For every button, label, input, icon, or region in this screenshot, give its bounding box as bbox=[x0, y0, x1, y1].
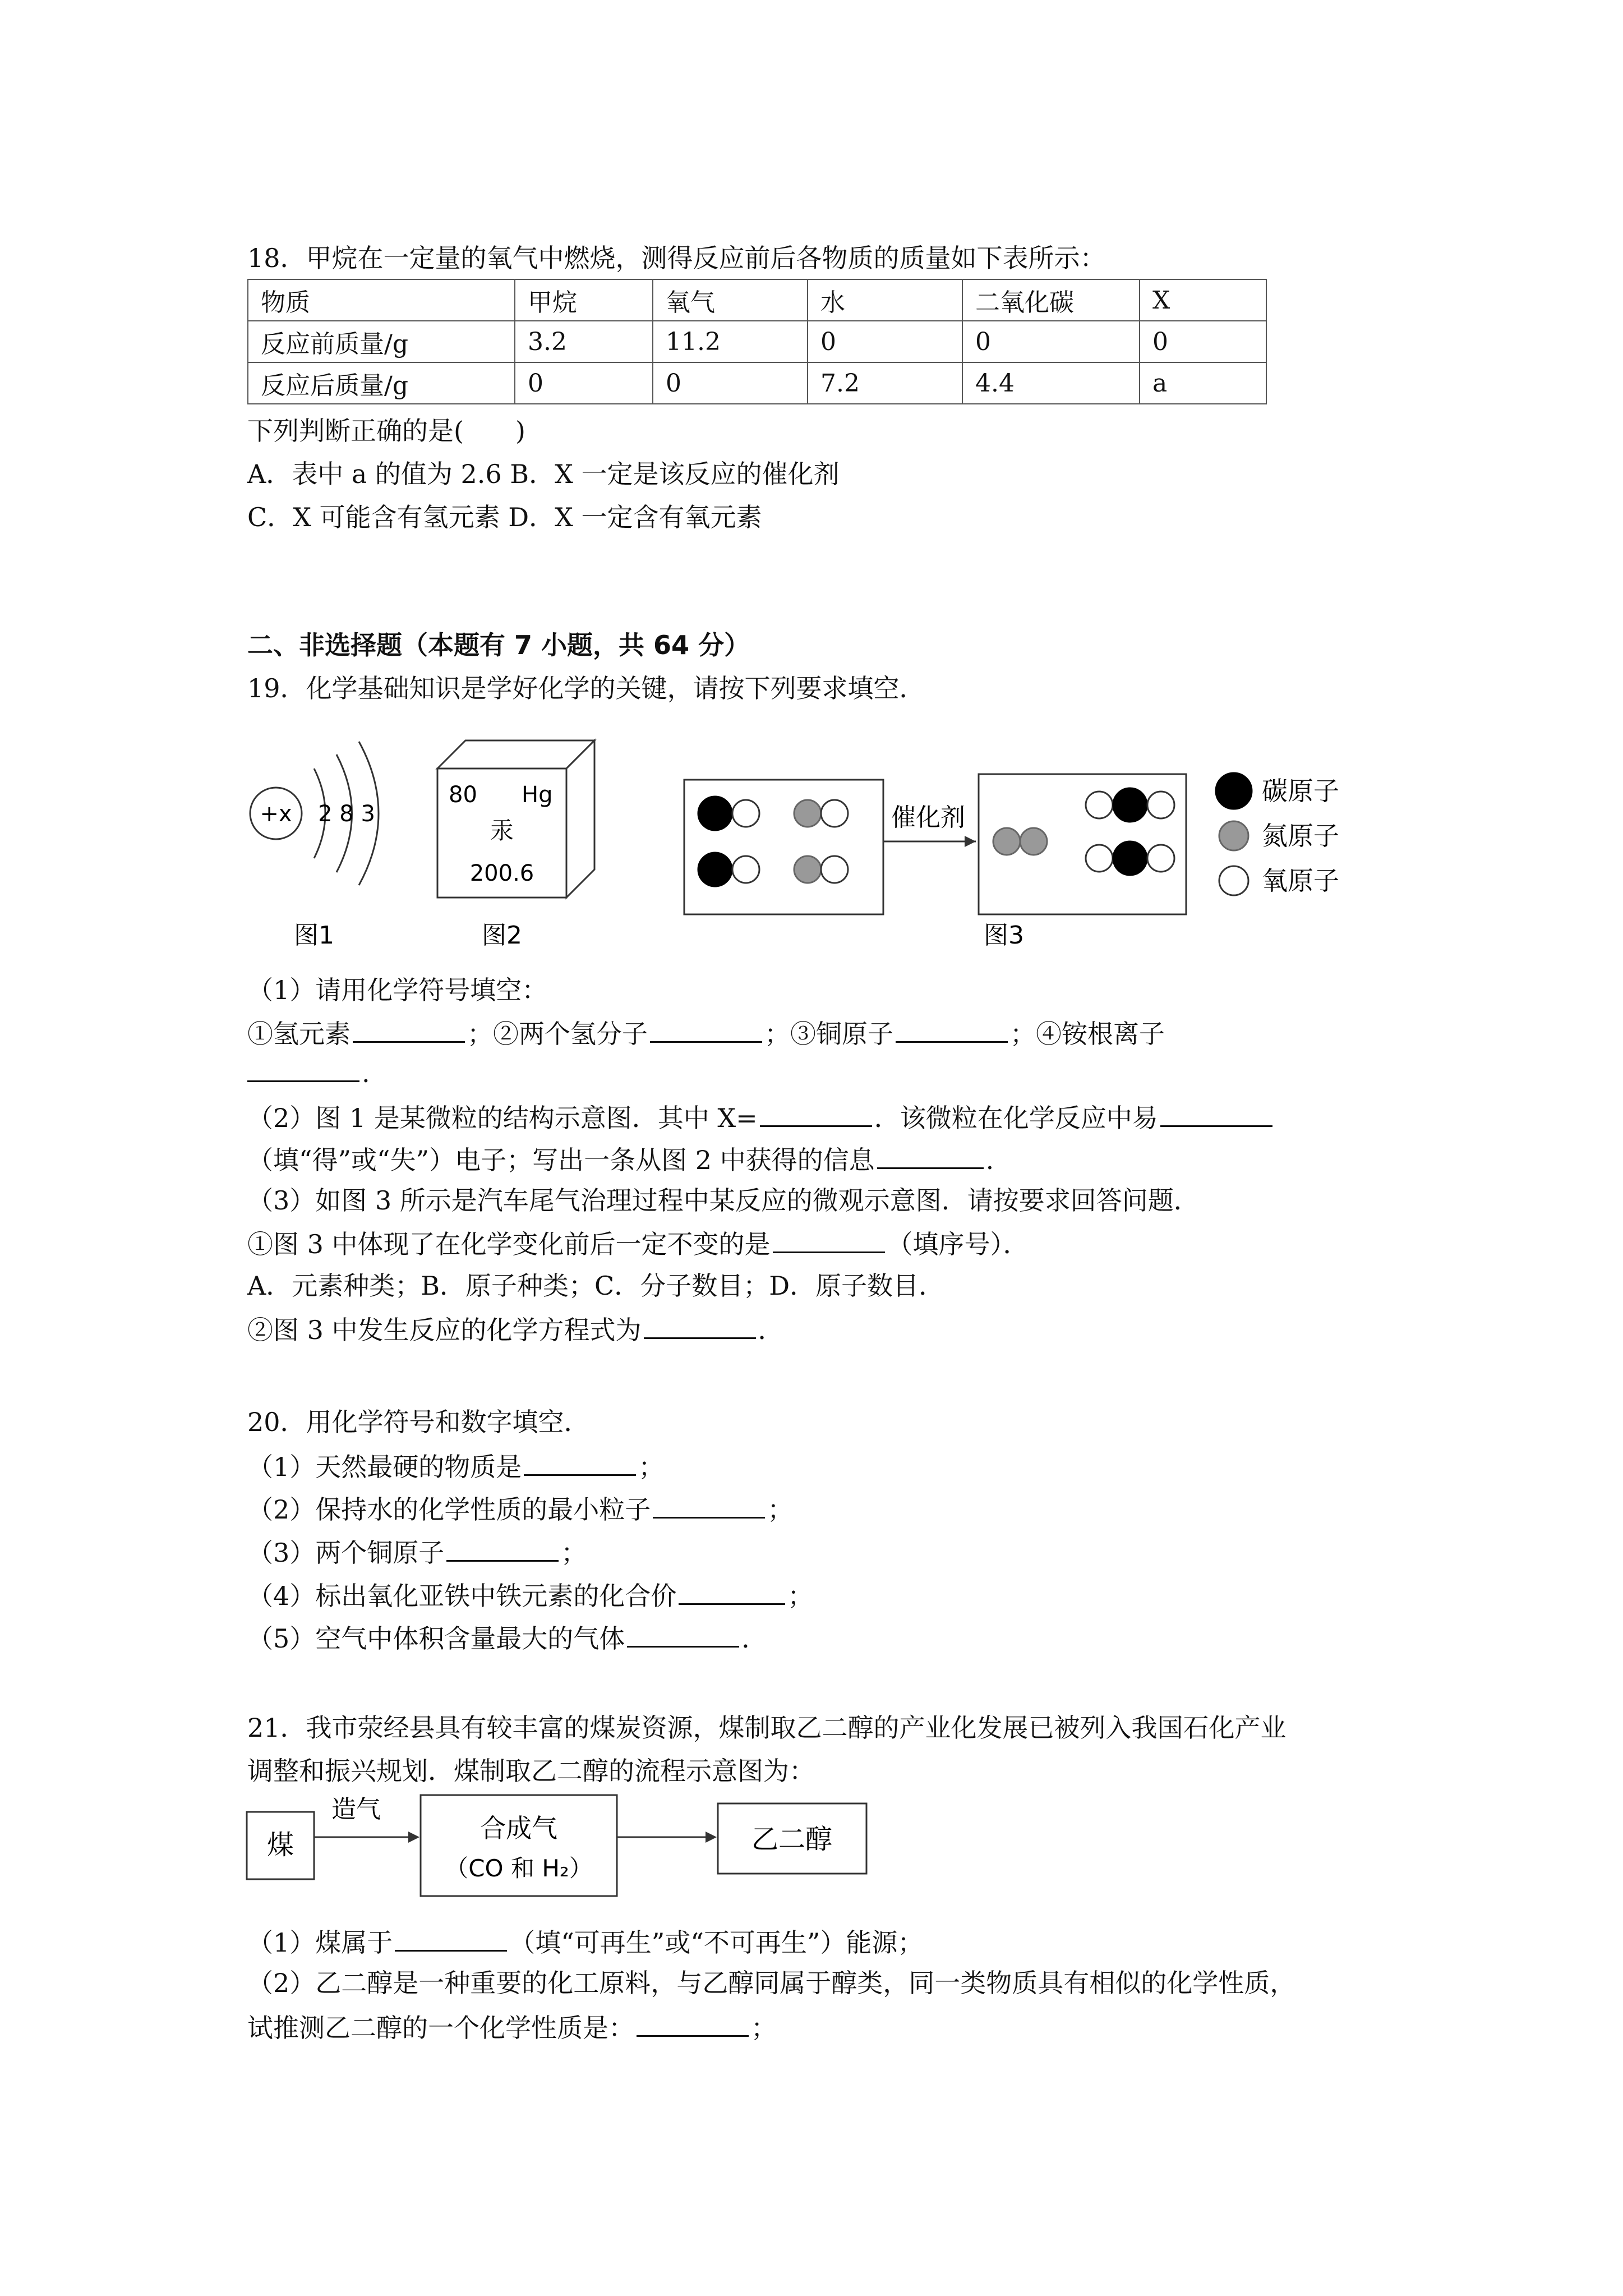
legend-carbon-label: 碳原子 bbox=[1262, 776, 1339, 806]
q20-stem: 20．用化学符号和数字填空． bbox=[247, 1407, 590, 1437]
oxygen-atom bbox=[821, 856, 848, 883]
text: （5）空气中体积含量最大的气体 bbox=[247, 1623, 625, 1654]
text: . bbox=[362, 1058, 370, 1088]
element-symbol: Hg bbox=[522, 782, 553, 808]
answer-blank[interactable] bbox=[877, 1142, 984, 1169]
answer-blank[interactable] bbox=[524, 1448, 636, 1476]
syngas-composition: （CO 和 H₂） bbox=[445, 1855, 593, 1882]
gasify-label: 造气 bbox=[331, 1795, 381, 1824]
text: ；③铜原子 bbox=[764, 1019, 893, 1049]
q19-part3-q1 bbox=[247, 1226, 1029, 1261]
text: ； bbox=[751, 2013, 777, 2043]
legend-carbon-marker bbox=[1216, 773, 1252, 809]
answer-blank[interactable] bbox=[1160, 1099, 1272, 1127]
q21-stem-line2: 调整和振兴规划．煤制取乙二醇的流程示意图为： bbox=[247, 1756, 815, 1786]
table-cell: 4.4 bbox=[962, 362, 1140, 404]
q19-part1-line bbox=[247, 1015, 1165, 1051]
oxygen-atom bbox=[1147, 792, 1174, 818]
oxygen-atom bbox=[1086, 845, 1113, 872]
mass-table bbox=[247, 279, 1267, 404]
element-name: 汞 bbox=[490, 817, 514, 844]
text: ；④铵根离子 bbox=[1010, 1019, 1165, 1049]
table-cell: 11.2 bbox=[653, 321, 808, 362]
answer-blank[interactable] bbox=[679, 1577, 785, 1605]
text: ．该微粒在化学反应中易 bbox=[874, 1103, 1158, 1133]
table-row bbox=[248, 321, 1266, 362]
table-row bbox=[248, 362, 1266, 404]
nitrogen-atom bbox=[1020, 828, 1047, 855]
q19-part3-options: A．元素种类；B．原子种类；C．分子数目；D．原子数目． bbox=[247, 1271, 945, 1301]
text: （3）两个铜原子 bbox=[247, 1538, 445, 1568]
text: （4）标出氧化亚铁中铁元素的化合价 bbox=[247, 1581, 677, 1611]
text: 试推测乙二醇的一个化学性质是： bbox=[247, 2013, 634, 2043]
table-cell: 0 bbox=[515, 362, 653, 404]
table-header-row bbox=[248, 279, 1266, 321]
answer-blank[interactable] bbox=[247, 1055, 359, 1082]
q19-part3-title: （3）如图 3 所示是汽车尾气治理过程中某反应的微观示意图．请按要求回答问题． bbox=[247, 1185, 1200, 1216]
figure-3-caption: 图3 bbox=[984, 921, 1024, 950]
text: ． bbox=[741, 1623, 768, 1654]
text: . bbox=[985, 1145, 994, 1175]
table-cell: 氧气 bbox=[653, 279, 808, 321]
answer-blank[interactable] bbox=[637, 2009, 749, 2037]
figure-1-caption: 图1 bbox=[294, 921, 334, 950]
answer-blank[interactable] bbox=[446, 1534, 559, 1562]
q19-part2-line2 bbox=[247, 1142, 994, 1177]
table-cell: 7.2 bbox=[808, 362, 962, 404]
arrowhead bbox=[706, 1832, 717, 1843]
figure-1-atom-structure bbox=[241, 729, 404, 954]
table-cell: a bbox=[1140, 362, 1266, 404]
table-cell: 甲烷 bbox=[515, 279, 653, 321]
figure-2-caption: 图2 bbox=[482, 921, 522, 950]
answer-blank[interactable] bbox=[760, 1099, 872, 1127]
text: ； bbox=[561, 1538, 587, 1568]
table-cell: X bbox=[1140, 279, 1266, 321]
atomic-mass: 200.6 bbox=[469, 861, 534, 886]
figure-3-reaction-diagram bbox=[673, 763, 1391, 954]
table-cell: 3.2 bbox=[515, 321, 653, 362]
text: ；②两个氢分子 bbox=[467, 1019, 648, 1049]
text: ①图 3 中体现了在化学变化前后一定不变的是 bbox=[247, 1229, 771, 1259]
legend-oxygen-marker bbox=[1219, 866, 1248, 895]
text: ； bbox=[787, 1581, 814, 1611]
text: ． bbox=[758, 1315, 784, 1345]
answer-blank[interactable] bbox=[644, 1312, 756, 1339]
table-cell: 反应后质量/g bbox=[248, 362, 515, 404]
text: （填“得”或“失”）电子；写出一条从图 2 中获得的信息 bbox=[247, 1145, 875, 1175]
nucleus-label: +x bbox=[260, 801, 292, 827]
q18-options-ab: A．表中 a 的值为 2.6 B．X 一定是该反应的催化剂 bbox=[247, 459, 840, 489]
flow-diagram bbox=[241, 1789, 914, 1902]
table-cell: 0 bbox=[808, 321, 962, 362]
table-cell: 物质 bbox=[248, 279, 515, 321]
text: （2）图 1 是某微粒的结构示意图．其中 X= bbox=[247, 1103, 758, 1133]
q21-part1 bbox=[247, 1924, 923, 1959]
carbon-atom bbox=[1113, 841, 1147, 875]
answer-blank[interactable] bbox=[773, 1226, 885, 1253]
text: （2）保持水的化学性质的最小粒子 bbox=[247, 1494, 651, 1525]
q19-part1-line-end bbox=[247, 1055, 370, 1090]
text: （1）天然最硬的物质是 bbox=[247, 1452, 522, 1482]
oxygen-atom bbox=[1147, 845, 1174, 872]
text: ②图 3 中发生反应的化学方程式为 bbox=[247, 1315, 642, 1345]
q18-stem: 18．甲烷在一定量的氧气中燃烧，测得反应前后各物质的质量如下表所示： bbox=[247, 243, 1106, 273]
oxygen-atom bbox=[732, 856, 759, 883]
q19-part1-title: （1）请用化学符号填空： bbox=[247, 975, 548, 1005]
table-cell: 反应前质量/g bbox=[248, 321, 515, 362]
text: （1）煤属于 bbox=[247, 1927, 393, 1958]
q20-item-4 bbox=[247, 1577, 813, 1613]
q20-item-5 bbox=[247, 1620, 767, 1655]
legend-oxygen-label: 氧原子 bbox=[1262, 866, 1339, 896]
answer-blank[interactable] bbox=[653, 1491, 765, 1519]
arrowhead bbox=[965, 836, 976, 847]
answer-blank[interactable] bbox=[650, 1015, 762, 1043]
text: ①氢元素 bbox=[247, 1019, 351, 1049]
catalyst-label: 催化剂 bbox=[891, 803, 965, 832]
q18-options-cd: C．X 可能含有氢元素 D．X 一定含有氧元素 bbox=[247, 502, 762, 532]
table-cell: 0 bbox=[653, 362, 808, 404]
q21-part2-line2 bbox=[247, 2009, 777, 2045]
q19-part2-line1 bbox=[247, 1099, 1275, 1135]
q20-item-2 bbox=[247, 1491, 793, 1526]
nitrogen-atom bbox=[794, 856, 821, 883]
carbon-atom bbox=[698, 797, 732, 830]
legend-nitrogen-marker bbox=[1219, 821, 1248, 850]
oxygen-atom bbox=[821, 800, 848, 827]
section-title: 二、非选择题（本题有 7 小题，共 64 分） bbox=[247, 630, 750, 660]
carbon-atom bbox=[698, 853, 732, 886]
q20-item-1 bbox=[247, 1448, 664, 1484]
text: （填序号）． bbox=[887, 1229, 1029, 1259]
atomic-number: 80 bbox=[449, 782, 477, 808]
q19-part3-q2 bbox=[247, 1312, 784, 1347]
answer-blank[interactable] bbox=[896, 1015, 1008, 1043]
q21-stem-line1: 21．我市荥经县具有较丰富的煤炭资源，煤制取乙二醇的产业化发展已被列入我国石化产业 bbox=[247, 1713, 1287, 1743]
legend-nitrogen-label: 氮原子 bbox=[1262, 821, 1339, 851]
table-cell: 0 bbox=[962, 321, 1140, 362]
figure-2-element-cell bbox=[426, 729, 606, 954]
q21-part2-line1: （2）乙二醇是一种重要的化工原料，与乙醇同属于醇类，同一类物质具有相似的化学性质， bbox=[247, 1968, 1296, 1998]
shell-electrons: 2 8 3 bbox=[318, 801, 375, 827]
answer-blank[interactable] bbox=[395, 1924, 507, 1952]
table-cell: 水 bbox=[808, 279, 962, 321]
cube-side bbox=[566, 740, 594, 898]
q19-stem: 19．化学基础知识是学好化学的关键，请按下列要求填空． bbox=[247, 673, 925, 703]
q20-item-3 bbox=[247, 1534, 587, 1570]
text: ； bbox=[638, 1452, 665, 1482]
text: （填“可再生”或“不可再生”）能源； bbox=[509, 1927, 924, 1958]
oxygen-atom bbox=[732, 800, 759, 827]
table-cell: 0 bbox=[1140, 321, 1266, 362]
table-cell: 二氧化碳 bbox=[962, 279, 1140, 321]
syngas-label: 合成气 bbox=[480, 1813, 557, 1843]
text: ； bbox=[767, 1494, 794, 1525]
oxygen-atom bbox=[1086, 792, 1113, 818]
arrowhead bbox=[408, 1832, 419, 1843]
coal-label: 煤 bbox=[266, 1829, 294, 1861]
carbon-atom bbox=[1113, 788, 1147, 822]
answer-blank[interactable] bbox=[627, 1620, 739, 1648]
nitrogen-atom bbox=[993, 828, 1020, 855]
product-label: 乙二醇 bbox=[751, 1824, 833, 1855]
nitrogen-atom bbox=[794, 800, 821, 827]
q18-question: 下列判断正确的是( ) bbox=[247, 416, 525, 446]
answer-blank[interactable] bbox=[353, 1015, 465, 1043]
